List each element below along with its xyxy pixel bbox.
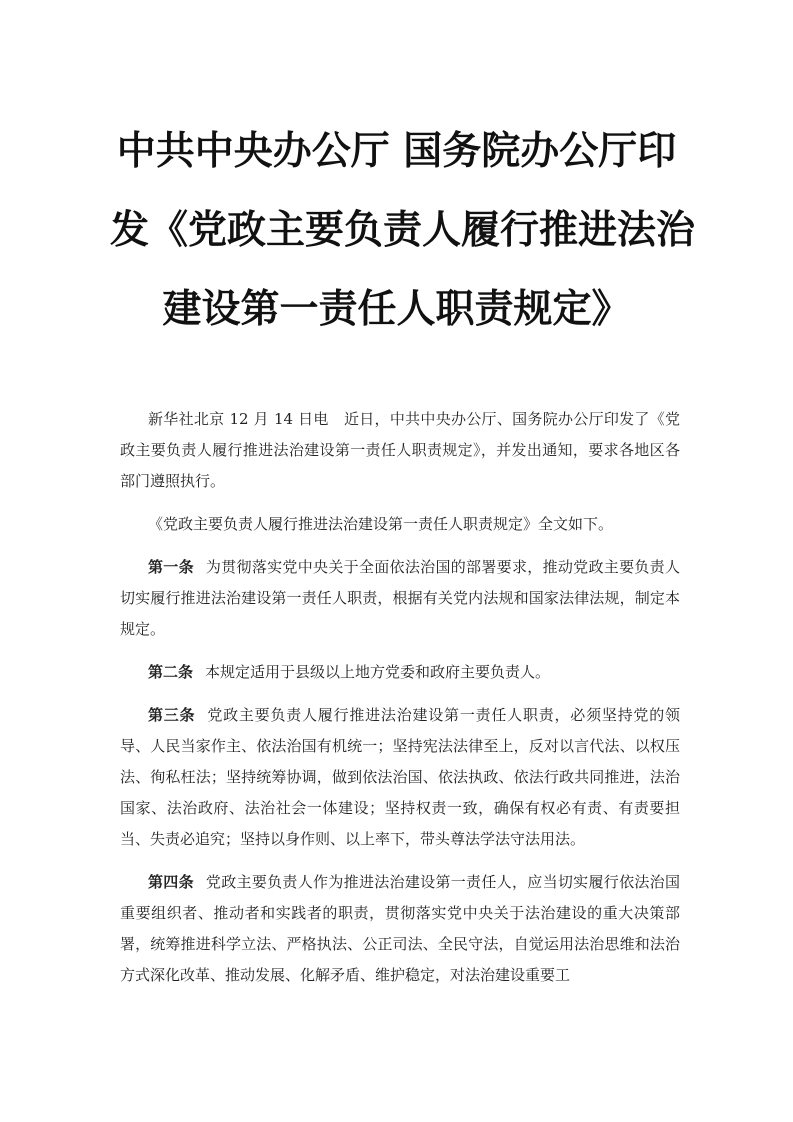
article-4	[120, 867, 680, 991]
article-2-label: 第二条	[148, 663, 194, 681]
intro-paragraph: 新华社北京 12 月 14 日电 近日，中共中央办公厅、国务院办公厅印发了《党政主要负责人履行推进法治建设第一责任人职责规定》，并发出通知，要求各地区各部门遵照执行。	[120, 410, 680, 490]
article-2	[120, 657, 680, 688]
title-line-3: 建设第一责任人职责规定》	[162, 287, 631, 332]
article-1-text: 为贯彻落实党中央关于全面依法治国的部署要求，推动党政主要负责人切实履行推进法治建设第一责任人职责，根据有关党内法规和国家法律法规，制定本规定。	[120, 558, 680, 638]
intro-paragraph-2: 《党政主要负责人履行推进法治建设第一责任人职责规定》全文如下。	[148, 515, 614, 533]
title-line-2: 发《党政主要负责人履行推进法治	[110, 208, 696, 253]
article-3-text: 党政主要负责人履行推进法治建设第一责任人职责，必须坚持党的领导、人民当家作主、依法治国有机统一；坚持宪法法律至上，反对以言代法、以权压法、徇私枉法；坚持统筹协调，做到依法治国、依法执政、依法行政共同推进，法治国家、法治政府、法治社会一体建设；坚持权责一致，确保有权必有责、有责要担当、失责必追究；坚持以身作则、以上率下，带头尊法学法守法用法。	[120, 706, 680, 848]
article-3-label: 第三条	[148, 706, 196, 724]
article-4-label: 第四条	[148, 873, 194, 891]
article-1	[120, 552, 680, 645]
article-1-label: 第一条	[148, 558, 194, 576]
article-4-text: 党政主要负责人作为推进法治建设第一责任人，应当切实履行依法治国重要组织者、推动者和实践者的职责，贯彻落实党中央关于法治建设的重大决策部署，统筹推进科学立法、严格执法、公正司法、全民守法，自觉运用法治思维和法治方式深化改革、推动发展、化解矛盾、维护稳定，对法治建设重要工	[120, 873, 680, 984]
article-2-text: 本规定适用于县级以上地方党委和政府主要负责人。	[205, 663, 551, 681]
article-3	[120, 700, 680, 855]
document-title	[110, 112, 696, 349]
title-line-1: 中共中央办公厅 国务院办公厅印	[116, 129, 677, 174]
document-body	[120, 404, 680, 1003]
